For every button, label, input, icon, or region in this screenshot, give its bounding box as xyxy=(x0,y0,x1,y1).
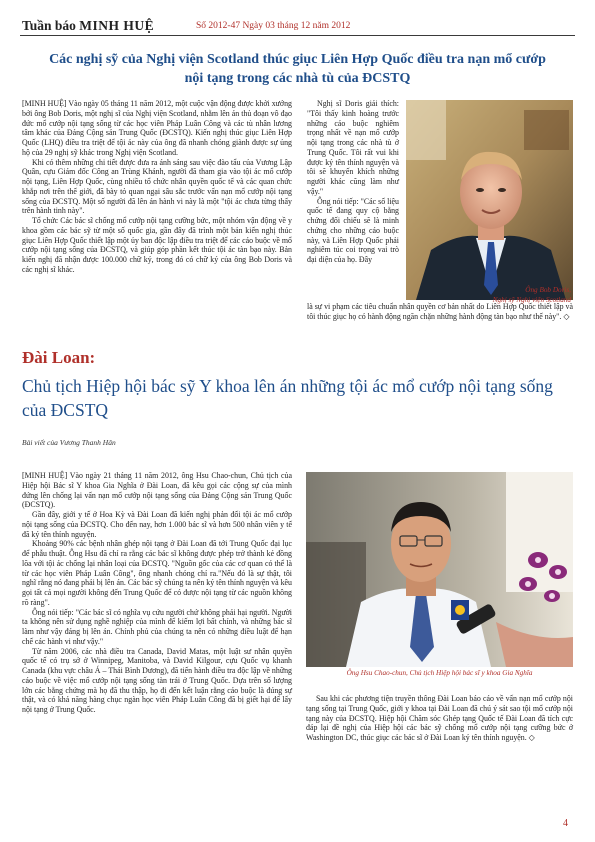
bob-doris-photo xyxy=(406,100,573,300)
paragraph: Ông nói tiếp: "Các số liệu quốc tế đang quy cộ bằng chứng đối chiếu sẽ là minh chứng cho những cáo buộc này, và Liên Hợp Quốc phải nghiêm túc coi trọng vai trò đại diện của họ. Đây xyxy=(307,196,399,264)
article1-column1 xyxy=(22,99,292,275)
paragraph: Sau khi các phương tiện truyền thông Đài Loan báo cáo về vấn nạn mổ cướp nội tạng sống tại Trung Quốc, giới y khoa tại Đài Loan đã chú ý sát sao tội mổ cướp nội tạng này của ĐCSTQ. Hiệp hội Chăm sóc Ghép tạng Quốc tế Đài Loan đã tích cực đáp lại đề nghị của Hiệp hội các bác sỹ chống mổ cướp nội tạng cưỡng bức ở Washington DC, thúc giục các bác sĩ ở Đài Loan ký tên thỉnh nguyện. ◇ xyxy=(306,694,573,742)
header-rule xyxy=(20,35,575,36)
paragraph: Tổ chức Các bác sĩ chống mổ cướp nội tạng cưỡng bức, một nhóm vận động về y khoa gồm các bác sỹ từ một số quốc gia, gần đây đã trình một bản kiến nghị thúc giục Liên Hợp Quốc thiết lập một ủy ban độc lập điều tra triệt để các cáo buộc về mổ cướp nội tạng sống của ĐCSTQ, và giúp góp phần kết thúc tội ác tàn bạo này. Bản kiến nghị đã nhận được 100.000 chữ ký, trong đó có chữ ký của ông Bob Doris và các nghị sĩ khác. xyxy=(22,216,292,274)
article2-kicker: Đài Loan: xyxy=(22,348,96,367)
article1-column2 xyxy=(307,99,399,265)
paragraph: Nghị sĩ Doris giải thích: "Tôi thấy kinh hoàng trước những cáo buộc nghiêm trọng nhất về nạn mổ cướp nội tạng trong các nhà tù ở Trung Quốc. Tôi rất vui khi được ký tên thỉnh nguyện và tôi sẽ khuyến khích những người khác cũng làm như vậy." xyxy=(307,99,399,196)
paragraph: Khoảng 90% các bệnh nhân ghép nội tạng ở Đài Loan đã tới Trung Quốc đại lục để phẫu thuật. Ông Hsu đã chỉ ra rằng các bác sĩ không được phép trở thành kẻ đồng lõa với tội ác chống lại nhân loại của ĐCSTQ. "Nguồn gốc của các cơ quan có thể là từ các học viên Pháp Luân Công", ông nhanh chóng chỉ ra."Nếu đó là sự thật, tôi nghĩ rằng nó đang phải bị lên án. Các bác sỹ chúng ta nên ký tên thỉnh nguyện và kêu gọi tất cả mọi người không đến Trung Quốc để có được nội tạng từ các nguồn không rõ ràng". xyxy=(22,539,292,607)
article2-column2 xyxy=(306,694,573,743)
article1-headline: Các nghị sỹ của Nghị viện Scotland thúc giục Liên Hợp Quốc điều tra nạn mổ cướp nội tạng trong các nhà tù của ĐCSTQ xyxy=(49,52,546,86)
caption-name: Ông Bob Doris, xyxy=(525,286,571,294)
page-number: 4 xyxy=(563,818,568,829)
photo-caption: Ông Hsu Chao-chun, Chủ tịch Hiệp hội bác sĩ y khoa Gia Nghĩa xyxy=(346,669,533,677)
issue-info: Số 2012-47 Ngày 03 tháng 12 năm 2012 xyxy=(196,21,351,31)
paragraph: Gần đây, giới y tế ở Hoa Kỳ và Đài Loan đã kiến nghị phản đối tội ác mổ cướp nội tạng sống của ĐCSTQ. Cho đến nay, hơn 1.000 bác sĩ và hơn 500 nhân viên y tế đã ký tên thỉnh nguyện. xyxy=(22,510,292,539)
paragraph: là sự vi phạm các tiêu chuẩn nhân quyền cơ bản nhất do Liên Hợp Quốc thiết lập và tôi thúc giục họ có hành động ngăn chặn những hành động tàn bạo như thế này". ◇ xyxy=(307,302,573,321)
paragraph: Từ năm 2006, các nhà điều tra Canada, David Matas, một luật sư nhân quyền quốc tế có trụ sở ở Winnipeg, Manitoba, và David Kilgour, cựu Quốc vụ khanh Canada (khu vực châu Á – Thái Bình Dương), đã tiến hành điều tra độc lập về những cáo buộc về việc mổ cướp nội tạng sống tàn trái ở Trung Quốc. Dựa trên số lượng lớn các bằng chứng mà họ đã thu thập, họ đi đến kết luận rằng cáo buộc là đúng sự thật, và có khả năng hàng chục ngàn học viên Pháp Luân Công đã bị giết hại để lấy nội tạng ở Trung Quốc. xyxy=(22,646,292,714)
article1-column2-continued xyxy=(307,302,573,322)
byline: Bài viết của Vương Thanh Hân xyxy=(22,438,116,447)
publication-prefix: Tuần báo xyxy=(22,18,76,33)
paragraph: [MINH HUỆ] Vào ngày 21 tháng 11 năm 2012, ông Hsu Chao-chun, Chủ tịch của Hiệp hội Bác sĩ Y khoa Gia Nghĩa ở Đài Loan, đã kêu gọi các cộng sự của mình đứng lên chống lại vấn nạn mổ cướp nội tạng sống của Đảng Cộng sản Trung Quốc (ĐCSTQ). xyxy=(22,471,292,510)
publication-title xyxy=(22,18,154,34)
publication-name: MINH HUỆ xyxy=(79,18,155,33)
article2-headline: Chủ tịch Hiệp hội bác sỹ Y khoa lên án những tội ác mổ cướp nội tạng sống của ĐCSTQ xyxy=(22,376,553,420)
paragraph: Khi có thêm những chi tiết được đưa ra ánh sáng sau việc đào tẩu của Vương Lập Quân, cựu Giám đốc Công an Trùng Khánh, người đã tham gia vào tội ác mổ cướp nội tạng, Liên Hợp Quốc, cùng nhiều tổ chức nhân quyền quốc tế và các quan chức khắp nơi trên thế giới, đã bày tỏ quan ngại sâu sắc trước vấn nạn mổ cướp nội tạng sống của ĐCSTQ. Một số người đã lên án hành vi này là một "tội ác chưa từng thấy trên hành tinh này". xyxy=(22,157,292,216)
hsu-chao-chun-photo xyxy=(306,472,573,667)
paragraph: Ông nói tiếp: "Các bác sĩ có nghĩa vụ cứu người chứ không phải hại người. Người ta không nên sử dụng nghề nghiệp của mình để kiếm lợi bất chính, và những bác sĩ làm như vậy đáng bị lên án. Chính phủ của chúng ta nên có những điều luật để hạn chế các hành vi như vậy." xyxy=(22,607,292,646)
article2-column1 xyxy=(22,471,292,715)
paragraph: [MINH HUỆ] Vào ngày 05 tháng 11 năm 2012, một cuộc vận động được khởi xướng bởi ông Bob Doris, một nghị sĩ của Nghị viện Scotland, nhằm lên án thủ đoạn vô đạo đức mổ cướp nội tạng sống từ các học viên Pháp Luân Công và các tù nhân lương tâm khác của Đảng Cộng sản Trung Quốc (ĐCSTQ). Kiến nghị thúc giục Liên Hợp Quốc (LHQ) điều tra triệt để tội ác này của ông đã nhanh chóng giành được sự ủng hộ của 29 nghị sỹ khác trong Nghị viện Scotland. xyxy=(22,99,292,157)
caption-title: Nghị sỹ Nghị viện Scotland xyxy=(492,295,571,304)
